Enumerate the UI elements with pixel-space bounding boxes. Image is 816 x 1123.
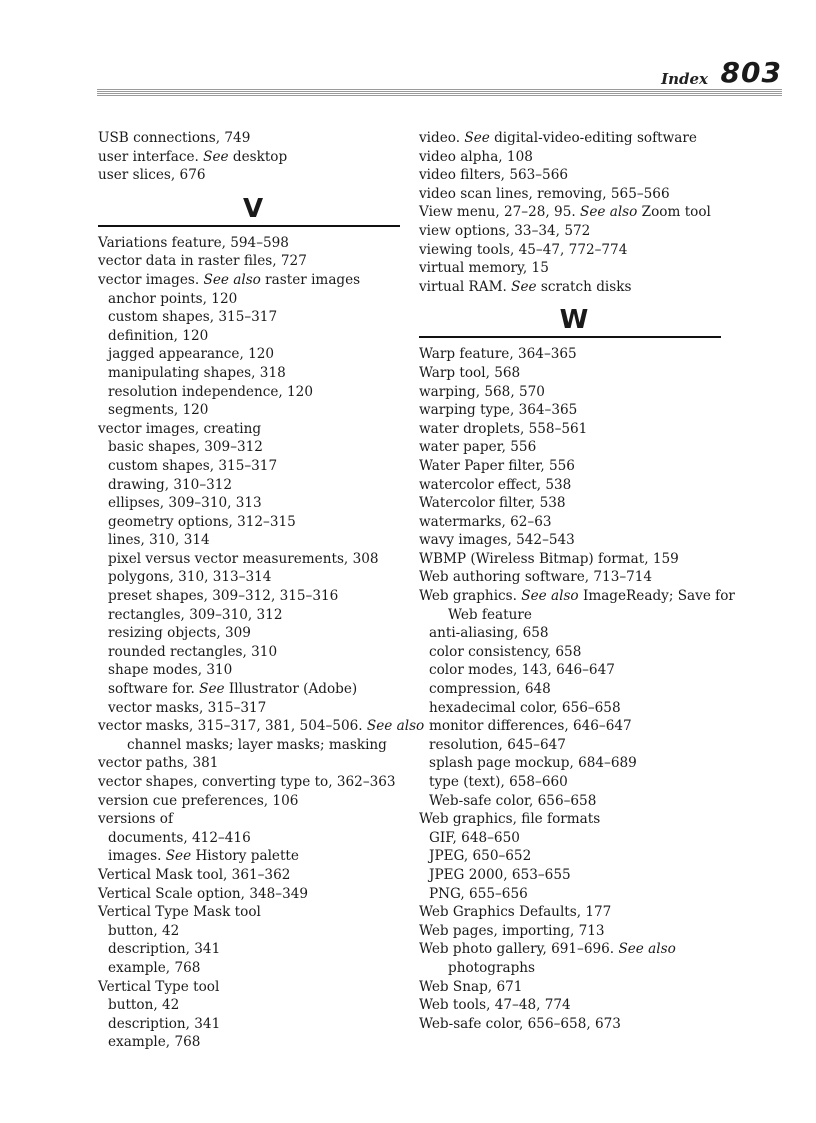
index-entry-continuation: Web feature xyxy=(448,606,532,623)
index-subentry: custom shapes, 315–317 xyxy=(108,457,278,474)
index-column-right xyxy=(419,129,735,1033)
index-entry-continuation: channel masks; layer masks; masking xyxy=(127,736,387,753)
index-subentry: color consistency, 658 xyxy=(429,643,582,660)
section-rule xyxy=(419,336,721,338)
index-entry: video alpha, 108 xyxy=(419,148,533,165)
index-subentry: resolution independence, 120 xyxy=(108,383,313,400)
index-subentry: documents, 412–416 xyxy=(108,829,251,846)
index-subentry: GIF, 648–650 xyxy=(429,829,520,846)
index-entry: virtual memory, 15 xyxy=(419,260,549,277)
index-entry: Web graphics. See also ImageReady; Save for xyxy=(419,588,735,605)
index-entry: Vertical Scale option, 348–349 xyxy=(98,885,309,902)
index-subentry: shape modes, 310 xyxy=(108,662,233,679)
page-number: 803 xyxy=(720,56,782,89)
index-subentry: polygons, 310, 313–314 xyxy=(108,569,272,586)
index-subentry: monitor differences, 646–647 xyxy=(429,718,632,735)
index-entry: versions of xyxy=(98,811,173,828)
index-entry: vector data in raster files, 727 xyxy=(98,253,307,270)
index-entry: video. See digital-video-editing software xyxy=(419,130,697,146)
index-subentry: button, 42 xyxy=(108,997,180,1014)
index-entry: Watercolor filter, 538 xyxy=(419,495,566,512)
index-subentry: geometry options, 312–315 xyxy=(108,513,296,530)
index-entry: Web Graphics Defaults, 177 xyxy=(419,904,612,921)
index-subentry: custom shapes, 315–317 xyxy=(108,309,278,326)
index-subentry: resizing objects, 309 xyxy=(108,625,251,642)
index-subentry: software for. See Illustrator (Adobe) xyxy=(108,681,358,698)
index-entry: vector shapes, converting type to, 362–363 xyxy=(98,774,396,790)
index-entry: user slices, 676 xyxy=(98,167,206,184)
index-entry: Web-safe color, 656–658, 673 xyxy=(419,1015,621,1032)
index-entry: Variations feature, 594–598 xyxy=(98,234,289,251)
index-subentry: preset shapes, 309–312, 315–316 xyxy=(108,588,339,605)
index-entry: water droplets, 558–561 xyxy=(419,420,588,437)
index-entry: vector images, creating xyxy=(98,420,262,437)
index-subentry: rounded rectangles, 310 xyxy=(108,643,278,660)
index-entry: vector paths, 381 xyxy=(98,755,219,772)
index-subentry: example, 768 xyxy=(108,1034,201,1051)
index-subentry: type (text), 658–660 xyxy=(429,774,568,790)
index-subentry: JPEG, 650–652 xyxy=(429,848,532,865)
index-entry: View menu, 27–28, 95. See also Zoom tool xyxy=(419,204,711,221)
index-entry: Web graphics, file formats xyxy=(419,811,601,828)
index-entry: Warp feature, 364–365 xyxy=(419,346,577,363)
section-letter-v: V xyxy=(242,193,264,224)
index-subentry: description, 341 xyxy=(108,1015,221,1032)
running-header-title: Index xyxy=(661,70,708,88)
index-subentry: definition, 120 xyxy=(108,327,209,344)
index-entry: Water Paper filter, 556 xyxy=(419,457,575,474)
index-subentry: manipulating shapes, 318 xyxy=(108,364,286,381)
index-subentry: color modes, 143, 646–647 xyxy=(429,662,615,679)
index-subentry: drawing, 310–312 xyxy=(108,476,233,493)
index-entry: user interface. See desktop xyxy=(98,148,288,165)
section-rule xyxy=(98,225,400,227)
index-entry: USB connections, 749 xyxy=(98,130,251,146)
index-entry: vector images. See also raster images xyxy=(98,271,361,288)
index-entry: Vertical Type tool xyxy=(98,978,220,995)
index-entry: video scan lines, removing, 565–566 xyxy=(419,185,670,202)
index-subentry: images. See History palette xyxy=(108,848,299,865)
index-entry: viewing tools, 45–47, 772–774 xyxy=(419,241,628,258)
index-subentry: ellipses, 309–310, 313 xyxy=(108,495,262,512)
index-entry: watercolor effect, 538 xyxy=(419,476,572,493)
index-entry: virtual RAM. See scratch disks xyxy=(419,278,632,295)
index-subentry: segments, 120 xyxy=(108,402,209,419)
index-subentry: PNG, 655–656 xyxy=(429,885,528,902)
section-letter-w: W xyxy=(559,305,589,336)
index-subentry: hexadecimal color, 656–658 xyxy=(429,699,621,716)
index-entry: WBMP (Wireless Bitmap) format, 159 xyxy=(419,550,679,567)
index-subentry: vector masks, 315–317 xyxy=(108,699,267,716)
index-entry: warping, 568, 570 xyxy=(419,383,545,400)
index-entry: Web authoring software, 713–714 xyxy=(419,569,653,586)
index-subentry: compression, 648 xyxy=(429,681,551,698)
index-entry: Vertical Mask tool, 361–362 xyxy=(98,866,291,883)
index-entry: warping type, 364–365 xyxy=(419,402,578,419)
header-rule xyxy=(97,89,782,96)
index-entry: wavy images, 542–543 xyxy=(419,532,575,549)
index-subentry: lines, 310, 314 xyxy=(108,532,210,549)
index-entry: Web Snap, 671 xyxy=(419,978,523,995)
index-subentry: splash page mockup, 684–689 xyxy=(429,755,637,772)
index-subentry: resolution, 645–647 xyxy=(429,736,566,753)
index-entry: video filters, 563–566 xyxy=(419,167,569,184)
index-subentry: JPEG 2000, 653–655 xyxy=(429,866,571,883)
index-entry: watermarks, 62–63 xyxy=(419,513,552,530)
index-entry: water paper, 556 xyxy=(419,439,537,456)
index-subentry: anchor points, 120 xyxy=(108,290,238,307)
index-subentry: button, 42 xyxy=(108,922,180,939)
index-entry: Vertical Type Mask tool xyxy=(98,904,261,921)
index-entry: vector masks, 315–317, 381, 504–506. See also xyxy=(98,718,425,735)
index-entry-continuation: photographs xyxy=(448,959,536,976)
index-entry: Web pages, importing, 713 xyxy=(419,922,605,939)
index-entry: Web tools, 47–48, 774 xyxy=(419,997,571,1014)
index-entry: version cue preferences, 106 xyxy=(98,792,299,809)
index-column-left xyxy=(98,129,425,1052)
index-entry: view options, 33–34, 572 xyxy=(419,222,591,239)
index-subentry: basic shapes, 309–312 xyxy=(108,439,263,456)
index-subentry: pixel versus vector measurements, 308 xyxy=(108,550,379,567)
index-subentry: description, 341 xyxy=(108,941,221,958)
index-entry: Warp tool, 568 xyxy=(419,364,521,381)
index-subentry: Web-safe color, 656–658 xyxy=(429,792,597,809)
index-entry: Web photo gallery, 691–696. See also xyxy=(419,941,676,958)
index-subentry: example, 768 xyxy=(108,959,201,976)
index-subentry: rectangles, 309–310, 312 xyxy=(108,606,283,623)
index-subentry: anti-aliasing, 658 xyxy=(429,625,549,642)
index-subentry: jagged appearance, 120 xyxy=(108,346,275,363)
